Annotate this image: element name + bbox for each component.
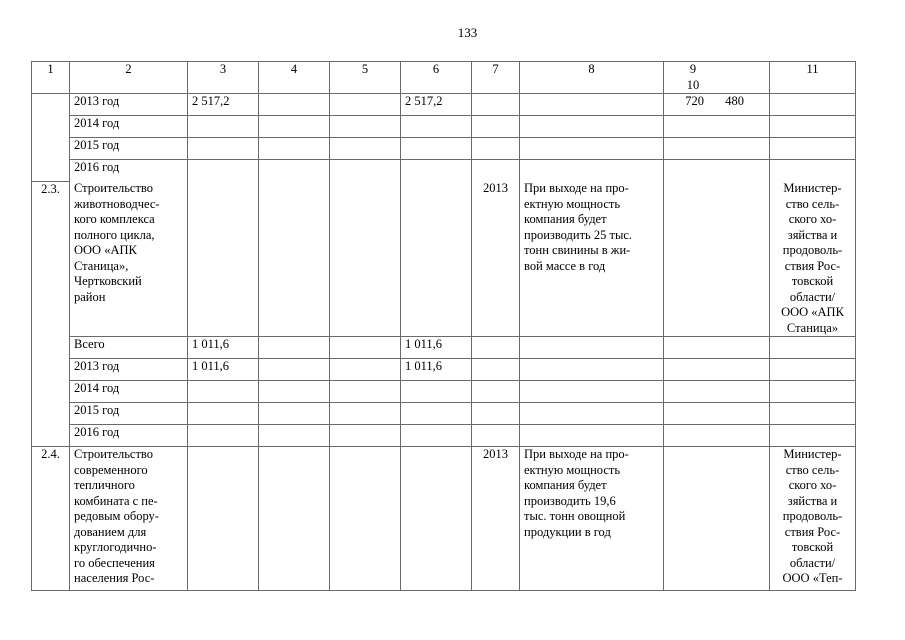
header-col-2: 2 (70, 62, 188, 94)
row-label: 2014 год (70, 381, 188, 403)
item-number: 2.4. (32, 447, 70, 591)
header-col-9: 9 (689, 62, 697, 76)
header-col-9-10 (664, 62, 770, 94)
table-row (32, 160, 856, 182)
cell-col-6: 1 011,6 (401, 359, 472, 381)
item-executor: Министер- ство сель- ского хо- зяйства и продоволь- ствия Рос- товской области/ ООО «АПК Станица» (770, 181, 856, 337)
table-row-item-2-4 (32, 447, 856, 591)
row-label: 2015 год (70, 403, 188, 425)
row-label: 2016 год (70, 160, 188, 182)
header-col-10: 10 (686, 77, 700, 92)
cell-col-9-10 (664, 94, 770, 116)
table-row-item-2-3 (32, 181, 856, 337)
cell-col-7 (472, 94, 520, 116)
item-result: При выходе на про- ектную мощность компания будет производить 19,6 тыс. тонн овощной продукции в год (520, 447, 664, 591)
header-col-7: 7 (472, 62, 520, 94)
table-row (32, 116, 856, 138)
cell-col-11 (770, 94, 856, 116)
item-number: 2.3. (32, 181, 70, 447)
item-name: Строительство современного тепличного комбината с пе- редовым обору- дованием для круглогодично- го обеспечения населения Рос- (70, 447, 188, 591)
page-number: 133 (457, 25, 478, 40)
program-table (31, 61, 856, 591)
row-label: Всего (70, 337, 188, 359)
header-col-5: 5 (330, 62, 401, 94)
item-year: 2013 (472, 447, 520, 591)
table-row (32, 381, 856, 403)
header-col-4: 4 (259, 62, 330, 94)
header-col-1: 1 (32, 62, 70, 94)
header-col-3: 3 (188, 62, 259, 94)
table-row (32, 359, 856, 381)
header-col-8: 8 (520, 62, 664, 94)
cell-col-5 (330, 94, 401, 116)
num-cell-continued (32, 94, 70, 182)
cell-col-6: 1 011,6 (401, 337, 472, 359)
row-label: 2013 год (70, 94, 188, 116)
row-label: 2016 год (70, 425, 188, 447)
item-executor: Министер- ство сель- ского хо- зяйства и продоволь- ствия Рос- товской области/ ООО «Теп- (770, 447, 856, 591)
item-result: При выходе на про- ектную мощность компания будет производить 25 тыс. тонн свинины в жи- вой массе в год (520, 181, 664, 337)
cell-col-3: 2 517,2 (188, 94, 259, 116)
row-label: 2014 год (70, 116, 188, 138)
cell-col-10: 480 (725, 94, 744, 108)
header-row (32, 62, 856, 94)
header-col-11: 11 (770, 62, 856, 94)
item-year: 2013 (472, 181, 520, 337)
row-label: 2015 год (70, 138, 188, 160)
cell-col-4 (259, 94, 330, 116)
header-col-6: 6 (401, 62, 472, 94)
table-row (32, 94, 856, 116)
cell-col-3: 1 011,6 (188, 337, 259, 359)
table-row (32, 138, 856, 160)
table-row (32, 425, 856, 447)
cell-col-3: 1 011,6 (188, 359, 259, 381)
cell-col-8 (520, 94, 664, 116)
item-name: Строительство животноводчес- кого комплекса полного цикла, ООО «АПК Станица», Чертковский район (70, 181, 188, 337)
table-row (32, 337, 856, 359)
cell-col-6: 2 517,2 (401, 94, 472, 116)
table-row (32, 403, 856, 425)
cell-col-9: 720 (685, 94, 704, 108)
row-label: 2013 год (70, 359, 188, 381)
